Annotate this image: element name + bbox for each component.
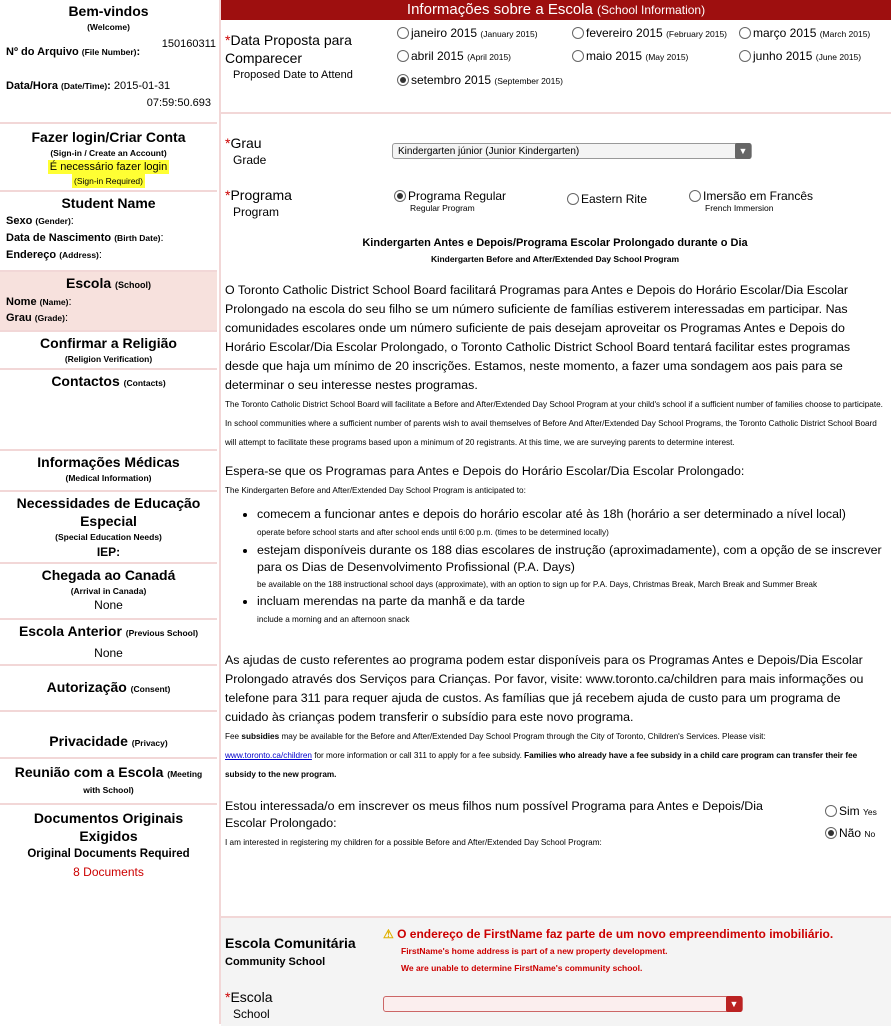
interest-no-en: No (864, 829, 876, 839)
kbas-para3: As ajudas de custo referentes ao programa podem estar disponíveis para os Programas Antes e Depois/Dia Escolar Prolongado através dos Serviços para Crianças. Por favor, visite: www.toronto.ca/children para mais informações ou telefone para 311 para requer ajuda de custos. As famílias que já recebem ajuda de custo para um programa de cuidado às crianças podem transferir o subsídio para este novo programa. (225, 653, 864, 724)
address-label-en: (Address) (59, 250, 99, 260)
kbas-para2-en: The Kindergarten Before and After/Extended Day School Program is anticipated to: (225, 486, 526, 495)
school-grade-label: Grau (6, 312, 32, 324)
para3-en-d: for more information or call 311 to apply for a fee subsidy. (311, 751, 525, 760)
bullet-en: operate before school starts and after school ends until 6:00 p.m. (times to be determined locally) (257, 528, 609, 537)
grade-select[interactable] (392, 143, 752, 159)
date-option-apr-label: abril 2015 (411, 49, 464, 63)
school-section[interactable] (0, 272, 217, 332)
consent-section[interactable] (0, 666, 217, 712)
para3-en-c: may be available for the Before and After/Extended Day School Program through the City of Toronto, Children's Services. Please visit: (279, 732, 766, 741)
school-name-label: Nome (6, 296, 37, 308)
birth-label-en: (Birth Date) (114, 233, 161, 243)
meeting-title-text[interactable]: Reunião com a Escola (14, 764, 164, 780)
radio-icon[interactable] (739, 27, 751, 39)
date-option-feb[interactable] (572, 26, 727, 40)
interest-yes[interactable] (825, 804, 877, 818)
kbas-para2: Espera-se que os Programas para Antes e Depois do Horário Escolar/Dia Escolar Prolongado: (225, 464, 745, 478)
login-title[interactable]: Fazer login/Criar Conta (31, 129, 186, 145)
date-option-feb-label: fevereiro 2015 (586, 26, 663, 40)
canada-title[interactable]: Chegada ao Canadá (41, 567, 176, 583)
date-option-sep-en: (September 2015) (494, 76, 563, 86)
documents-subtitle: Original Documents Required (27, 848, 190, 860)
program-label-text: Programa (230, 187, 292, 203)
kbas-para1: O Toronto Catholic District School Board facilitará Programas para Antes e Depois do Horário Escolar/Dia Escolar Prolongado na escola do seu filho se um número suficiente de famílias estiverem interessadas em participar. Nas comunidades escolares onde um número suficiente de pais desejam aproveitar os Programas Antes e Depois do Horário Escolar/Dia Escolar Prolongado, o Toronto Catholic District School Board tentará facilitar estes programas desde que haja um mínimo de 20 inscrições. Estamos, neste momento, a fazer uma sondagem aos pais para se determinar o seu interesse nestes programas. (225, 283, 851, 392)
grade-row (221, 114, 891, 184)
welcome-subtitle: (Welcome) (87, 22, 130, 32)
meeting-title[interactable] (6, 763, 211, 783)
file-number-label: Nº do Arquivo (6, 46, 79, 58)
datetime-date: 2015-01-31 (113, 80, 171, 92)
privacy-title-en: (Privacy) (131, 738, 168, 748)
gender-label: Sexo (6, 215, 33, 227)
interest-question-en: I am interested in registering my children for a possible Before and After/Extended Day School Program: (225, 838, 602, 847)
welcome-title: Bem-vindos (68, 3, 149, 19)
consent-title[interactable] (6, 678, 211, 698)
welcome-section (0, 0, 217, 124)
file-number (6, 36, 216, 58)
date-option-apr-en: (April 2015) (467, 52, 511, 62)
prev-school-title[interactable] (6, 622, 211, 642)
alert-text: O endereço de FirstName faz parte de um novo empreendimento imobiliário. (397, 927, 834, 941)
interest-row (225, 798, 885, 860)
list-item (257, 593, 885, 629)
school-title-en: (School) (115, 280, 152, 290)
program-row (221, 184, 891, 230)
program-label (225, 186, 292, 204)
school-select[interactable] (383, 996, 743, 1012)
date-option-mar-label: março 2015 (753, 26, 817, 40)
bullet-en: be available on the 188 instructional school days (approximate), with an option to sign up for P.A. Days, Christmas Break, March Break and Summer Break (257, 580, 818, 589)
birth-sep: : (160, 232, 164, 244)
consent-title-text[interactable]: Autorização (46, 679, 127, 695)
list-item (257, 506, 885, 542)
birth-field (6, 230, 211, 247)
alert-text-en1: FirstName's home address is part of a new property development. (401, 946, 668, 956)
radio-selected-icon[interactable] (394, 190, 406, 202)
banner-title: Informações sobre a Escola (406, 1, 593, 18)
date-option-feb-en: (February 2015) (666, 29, 728, 39)
date-option-jun-en: (June 2015) (815, 52, 862, 62)
radio-icon[interactable] (739, 50, 751, 62)
bullet-pt: comecem a funcionar antes e depois do horário escolar até às 18h (horário a ser determinado a nível local) (257, 507, 846, 521)
main-content (219, 0, 891, 1024)
meeting-title-en2: with School) (83, 785, 134, 795)
program-french-en: French Immersion (705, 203, 774, 213)
date-label (225, 31, 375, 67)
community-section (221, 916, 891, 1026)
date-option-jun-label: junho 2015 (753, 49, 813, 63)
radio-icon[interactable] (689, 190, 701, 202)
kbas-para1-en: The Toronto Catholic District School Board will facilitate a Before and After/Extended Day School Program at your child's school if a sufficient number of families choose to participate. In school communities where a sufficient number of parents wish to avail themselves of Before And After/Extended Day School Programs, the Toronto Catholic District School Board will attempt to facilitate these programs based upon a minimum of 20 registrants. At this time, we are surveying parents to determine interest. (225, 400, 883, 447)
grade-required-mark: * (225, 135, 231, 151)
para3-en-b: subsidies (241, 732, 280, 741)
interest-question: Estou interessada/o em inscrever os meus filhos num possível Programa para Antes e Depois/Dia Escolar Prolongado: (225, 799, 763, 830)
medical-section[interactable] (0, 451, 217, 492)
list-item (257, 542, 885, 593)
date-option-mar[interactable] (739, 26, 870, 40)
school-title-text[interactable]: Escola (65, 275, 112, 291)
kbas-bullets (225, 506, 885, 629)
interest-yes-en: Yes (863, 807, 877, 817)
login-required-en: (Sign-in Required) (74, 176, 143, 186)
prev-school-section[interactable] (0, 620, 217, 666)
contacts-title-en: (Contacts) (123, 378, 166, 388)
contacts-title-text[interactable]: Contactos (51, 373, 120, 389)
community-alert (383, 926, 833, 976)
login-section[interactable] (0, 124, 217, 192)
school-name-sep: : (68, 296, 72, 308)
medical-title[interactable]: Informações Médicas (37, 454, 180, 470)
para3-en-e: Families who already have a fee subsidy in a child care program can transfer their fee subsidy to the new program. (225, 751, 858, 779)
consent-title-en: (Consent) (130, 684, 171, 694)
date-required-mark: * (225, 32, 231, 48)
kbas-heading-en: Kindergarten Before and After/Extended Day School Program (430, 254, 680, 264)
meeting-title-en: (Meeting (167, 769, 203, 779)
prev-school-value: None (94, 646, 123, 660)
radio-selected-icon[interactable] (825, 827, 837, 839)
radio-icon[interactable] (397, 50, 409, 62)
school-grade-sep: : (64, 312, 69, 324)
canada-section[interactable] (0, 564, 217, 620)
date-option-sep[interactable] (397, 73, 563, 87)
grade-select-value: Kindergarten júnior (Junior Kindergarten) (398, 146, 580, 157)
datetime-sep: : (107, 80, 111, 92)
religion-subtitle: (Religion Verification) (64, 354, 153, 364)
warning-icon: ⚠ (383, 927, 394, 941)
bullet-pt: incluam merendas na parte da manhã e da tarde (257, 594, 525, 608)
address-label: Endereço (6, 249, 57, 261)
school-field-label-text: Escola (230, 989, 273, 1005)
program-option-regular[interactable] (394, 189, 506, 213)
datetime-label: Data/Hora (6, 80, 58, 92)
documents-count[interactable]: 8 Documents (73, 865, 144, 879)
canada-value: None (94, 598, 123, 612)
student-title: Student Name (61, 195, 156, 211)
date-option-may-en: (May 2015) (645, 52, 689, 62)
radio-icon[interactable] (572, 27, 584, 39)
datetime-time: 07:59:50.693 (146, 97, 211, 109)
contacts-section[interactable] (0, 370, 217, 451)
prev-school-title-en: (Previous School) (125, 628, 199, 638)
date-label-en: Proposed Date to Attend (233, 69, 353, 81)
meeting-section[interactable] (0, 759, 217, 805)
privacy-section[interactable] (0, 712, 217, 759)
medical-subtitle: (Medical Information) (65, 473, 152, 483)
date-time (6, 78, 211, 112)
kbas-para3-en (225, 727, 885, 784)
program-option-french[interactable] (689, 189, 813, 213)
file-number-value: 150160311 (161, 38, 216, 50)
para3-en-a: Fee (225, 732, 242, 741)
program-regular-en: Regular Program (410, 203, 475, 213)
iep-label: IEP: (96, 545, 121, 559)
grade-label (225, 134, 266, 152)
religion-title[interactable]: Confirmar a Religião (40, 335, 177, 351)
section-banner (221, 0, 891, 20)
file-number-label-en: (File Number) (81, 47, 137, 57)
gender-sep: : (70, 215, 74, 227)
banner-title-en: (School Information) (597, 3, 706, 17)
program-required-mark: * (225, 187, 231, 203)
prev-school-title-text[interactable]: Escola Anterior (18, 623, 122, 639)
school-name-field (6, 294, 211, 311)
community-label-en: Community School (225, 956, 326, 968)
bullet-pt: estejam disponíveis durante os 188 dias escolares de instrução (aproximadamente), com a opção de se inscrever para os Dias de Desenvolvimento Profissional (P.A. Days) (257, 543, 882, 574)
alert-text-en2: We are unable to determine FirstName's community school. (401, 963, 643, 973)
school-required-mark: * (225, 989, 231, 1005)
login-subtitle: (Sign-in / Create an Account) (50, 148, 167, 158)
gender-field (6, 213, 211, 230)
privacy-title[interactable] (6, 732, 211, 752)
datetime-label-en: (Date/Time) (61, 81, 108, 91)
program-label-en: Program (233, 205, 280, 219)
program-option-eastern-rite[interactable] (567, 192, 647, 206)
file-number-sep: : (136, 46, 141, 58)
program-regular-label: Programa Regular (408, 189, 507, 203)
bullet-en: include a morning and an afternoon snack (257, 615, 410, 624)
community-label: Escola Comunitária (225, 935, 356, 951)
school-field-label-en: School (233, 1007, 270, 1021)
school-field-label (225, 988, 272, 1006)
privacy-title-text[interactable]: Privacidade (49, 733, 128, 749)
birth-label: Data de Nascimento (6, 232, 112, 244)
radio-icon[interactable] (397, 27, 409, 39)
sidebar (0, 0, 217, 1024)
chevron-down-icon[interactable]: ▼ (726, 996, 742, 1012)
religion-section[interactable] (0, 332, 217, 370)
date-option-mar-en: (March 2015) (819, 29, 871, 39)
login-required: É necessário fazer login (49, 161, 168, 173)
chevron-down-icon[interactable]: ▼ (735, 143, 751, 159)
kbas-heading: Kindergarten Antes e Depois/Programa Escolar Prolongado durante o Dia (362, 237, 748, 249)
radio-icon[interactable] (572, 50, 584, 62)
kbas-section (221, 230, 891, 860)
program-french-label: Imersão em Francês (703, 189, 814, 203)
student-section (0, 192, 217, 272)
date-option-jan[interactable] (397, 26, 538, 40)
date-option-may[interactable] (572, 49, 688, 63)
contacts-title[interactable] (6, 372, 211, 392)
grade-label-text: Grau (230, 135, 262, 151)
radio-icon[interactable] (825, 805, 837, 817)
date-option-sep-label: setembro 2015 (411, 73, 492, 87)
address-sep: : (98, 249, 102, 261)
date-row (221, 20, 891, 114)
children-services-link[interactable]: www.toronto.ca/children (225, 751, 312, 760)
date-option-jan-en: (January 2015) (480, 29, 538, 39)
interest-no[interactable] (825, 826, 875, 840)
date-label-text: Data Proposta para Comparecer (225, 32, 352, 66)
date-option-apr[interactable] (397, 49, 511, 63)
school-grade-label-en: (Grade) (34, 313, 65, 323)
interest-yes-label: Sim (839, 804, 860, 818)
radio-selected-icon[interactable] (397, 74, 409, 86)
program-eastern-label: Eastern Rite (581, 192, 648, 206)
school-name-label-en: (Name) (39, 297, 69, 307)
special-ed-section[interactable] (0, 492, 217, 564)
school-grade-field (6, 311, 211, 325)
interest-no-label: Não (839, 826, 862, 840)
gender-label-en: (Gender) (35, 216, 71, 226)
canada-subtitle: (Arrival in Canada) (70, 586, 147, 596)
radio-icon[interactable] (567, 193, 579, 205)
special-ed-title[interactable]: Necessidades de Educação Especial (16, 495, 201, 529)
date-option-jan-label: janeiro 2015 (411, 26, 478, 40)
date-option-jun[interactable] (739, 49, 861, 63)
documents-section[interactable] (0, 805, 217, 905)
documents-title[interactable]: Documentos Originais Exigidos (33, 810, 184, 844)
school-title[interactable] (6, 274, 211, 294)
address-field (6, 247, 211, 264)
special-ed-subtitle: (Special Education Needs) (55, 532, 162, 542)
grade-label-en: Grade (233, 153, 267, 167)
date-option-may-label: maio 2015 (586, 49, 643, 63)
